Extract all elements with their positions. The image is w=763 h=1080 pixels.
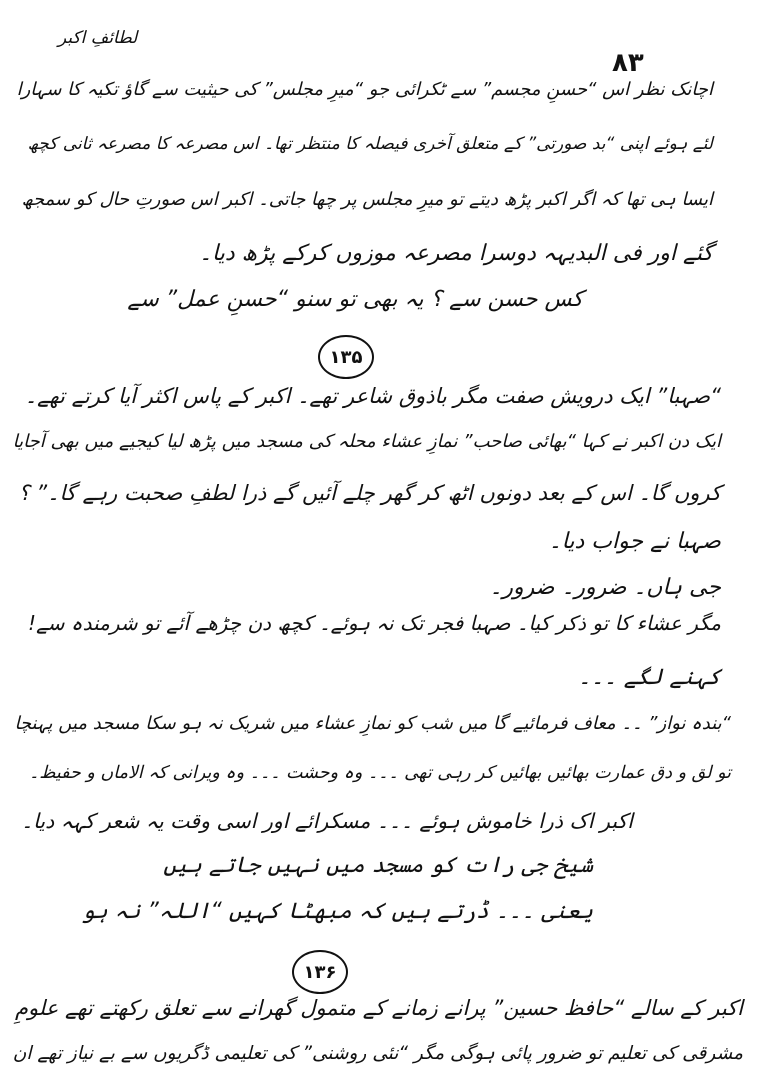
text-line: اکبر کے سالے “حافظ حسین” پرانے زمانے کے متمول گھرانے سے تعلق رکھتے تھے علومِ <box>14 996 743 1020</box>
text-line: ایسا ہی تھا کہ اگر اکبر پڑھ دیتے تو میرِ مجلس پر چھا جاتی۔ اکبر اس صورتِ حال کو سمجھ <box>21 189 713 210</box>
text-line: اچانک نظر اس “حسنِ مجسم” سے ٹکرائی جو “میرِ مجلس” کی حیثیت سے گاؤ تکیہ کا سہارا <box>16 79 713 100</box>
verse-line: شیخ جی رات کو مسجد میں نہیں جاتے ہیں <box>163 853 593 878</box>
text-line: جی ہاں۔ ضرور۔ ضرور۔ <box>489 575 721 600</box>
text-line: “بندہ نواز” ۔۔ معاف فرمائیے گا میں شب کو نمازِ عشاء میں شریک نہ ہو سکا مسجد میں پہنچا <box>14 713 731 734</box>
section-marker: ۱۳۵ <box>318 335 374 379</box>
text-line: مشرقی کی تعلیم تو ضرور پائی ہوگی مگر “نئی روشنی” کی تعلیمی ڈگریوں سے بے نیاز تھے ان <box>12 1043 743 1064</box>
text-line: اکبر اک ذرا خاموش ہوئے ۔۔۔ مسکرائے اور اسی وقت یہ شعر کہہ دیا۔ <box>21 809 633 833</box>
text-line: تو لق و دق عمارت بھائیں بھائیں کر رہی تھی ۔۔۔ وہ وحشت ۔۔۔ وہ ویرانی کہ الاماں و حفیظ۔ <box>29 763 731 783</box>
text-line: “صہبا” ایک درویش صفت مگر باذوق شاعر تھے۔ اکبر کے پاس اکثر آیا کرتے تھے۔ <box>24 384 721 408</box>
verse-line: کس حسن سے ؟ یہ بھی تو سنو “حسنِ عمل” سے <box>127 287 583 312</box>
text-line: کروں گا۔ اس کے بعد دونوں اٹھ کر گھر چلے آئیں گے ذرا لطفِ صحبت رہے گا۔” ؟ <box>18 481 721 505</box>
verse-line: یعنی ۔۔۔ ڈرتے ہیں کہ مبھٹا کہیں “اللہ” نہ ہو <box>81 899 593 924</box>
text-line: لئے ہوئے اپنی “بد صورتی” کے متعلق آخری فیصلہ کا منتظر تھا۔ اس مصرعہ کا مصرعہ ثانی کچھ <box>27 134 713 154</box>
text-line: مگر عشاء کا تو ذکر کیا۔ صہبا فجر تک نہ ہوئے۔ کچھ دن چڑھے آئے تو شرمندہ سے! <box>28 611 721 635</box>
text-line: صہبا نے جواب دیا۔ <box>548 529 721 554</box>
text-line: گئے اور فی البدیہہ دوسرا مصرعہ موزوں کرکے پڑھ دیا۔ <box>199 241 713 266</box>
running-header: لطائفِ اکبر <box>58 28 138 48</box>
text-line: ایک دن اکبر نے کہا “بھائی صاحب” نمازِ عشاء محلہ کی مسجد میں پڑھ لیا کیجیے میں بھی آجایا <box>12 431 721 452</box>
section-marker: ۱۳۶ <box>292 950 348 994</box>
page-number: ۸۳ <box>612 48 644 78</box>
text-line: کہنے لگے ۔۔۔ <box>578 665 721 690</box>
